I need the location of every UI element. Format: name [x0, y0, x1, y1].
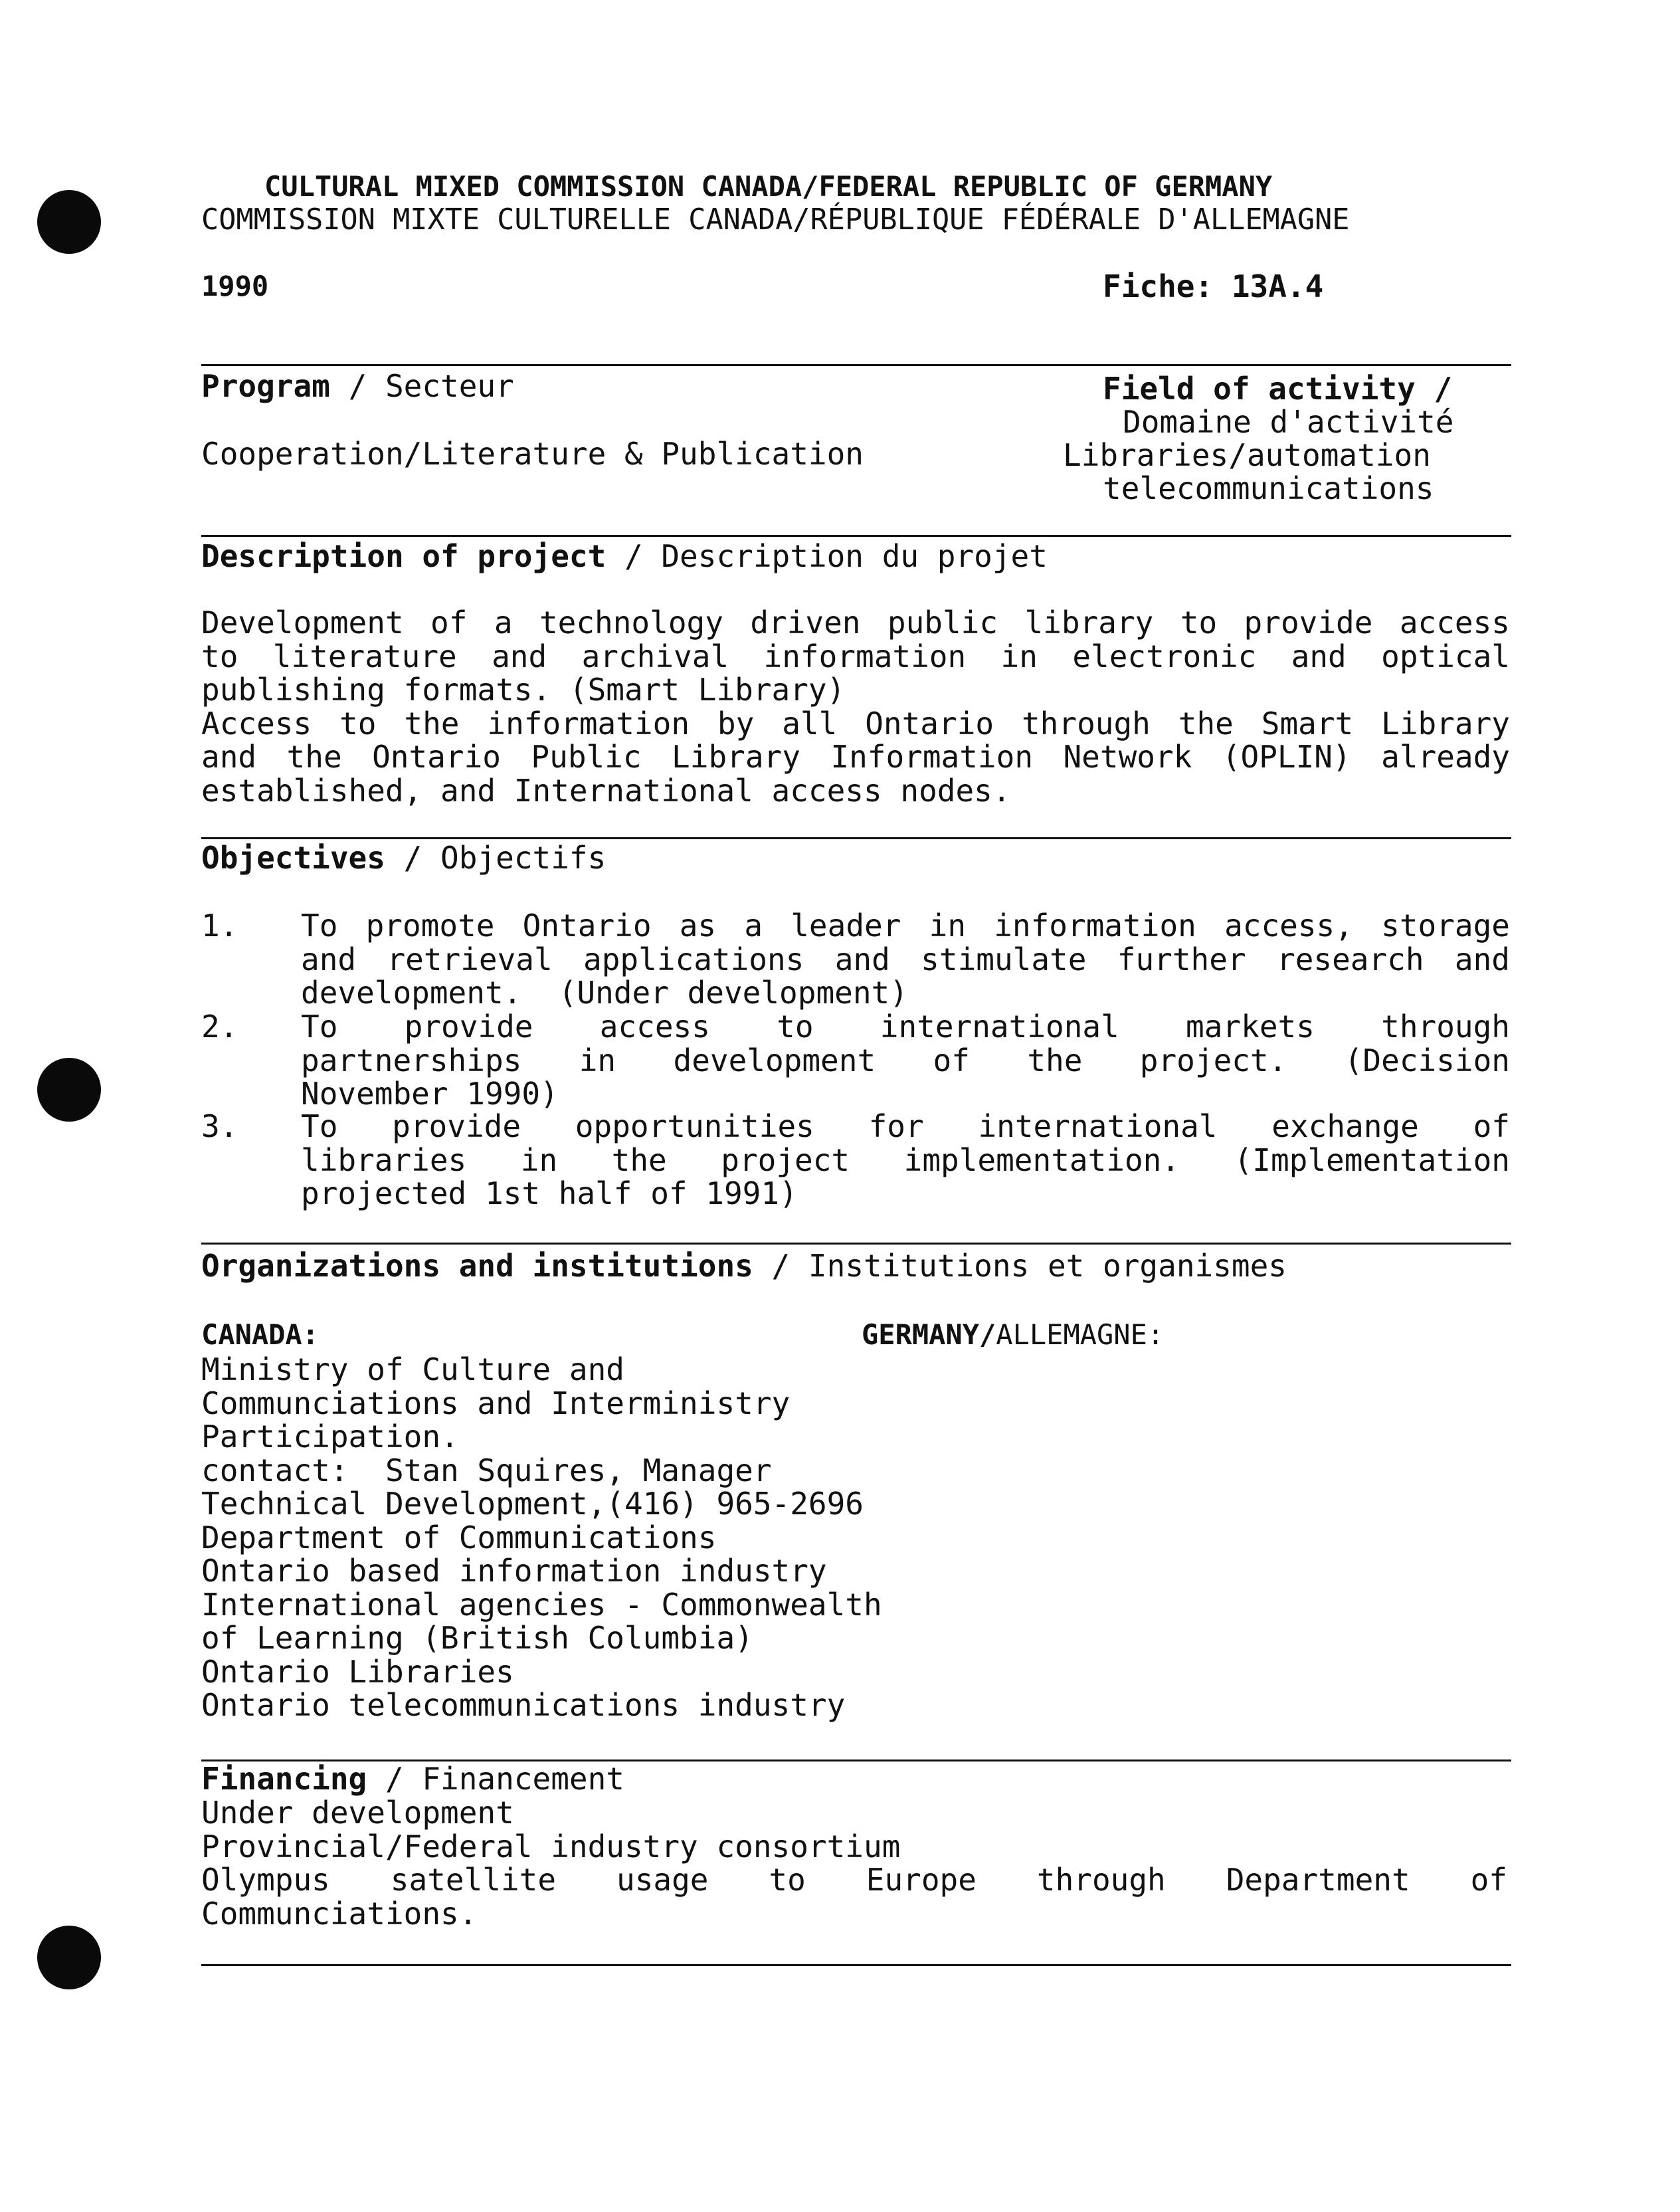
divider-4: [201, 1243, 1511, 1245]
financing-line: Under development: [201, 1795, 514, 1831]
objective-item: [301, 1110, 1510, 1211]
description-line: and the Ontario Public Library Information Network (OPLIN) already: [201, 739, 1510, 775]
financing-heading: Financing / Financement: [201, 1761, 624, 1797]
objective-line: development. (Under development): [301, 975, 908, 1011]
field-value-1: Libraries/automation: [1063, 437, 1431, 473]
description-line: Development of a technology driven public library to provide access: [201, 605, 1510, 641]
objective-line: November 1990): [301, 1076, 559, 1112]
objective-line: partnerships in development of the project. (Decision: [301, 1042, 1510, 1078]
financing-line: Olympus satellite usage to Europe through Department of: [201, 1862, 1507, 1898]
binder-hole-top: [37, 190, 101, 254]
divider-2: [201, 535, 1511, 537]
organization-line: Communciations and Interministry: [201, 1385, 791, 1421]
title-english: CULTURAL MIXED COMMISSION CANADA/FEDERAL REPUBLIC OF GERMANY: [264, 170, 1273, 203]
organization-line: Technical Development,(416) 965-2696: [201, 1486, 864, 1522]
financing-line: Provincial/Federal industry consortium: [201, 1828, 901, 1864]
divider-3: [201, 837, 1511, 839]
binder-hole-middle: [37, 1058, 101, 1122]
objective-item: [301, 909, 1510, 1010]
divider-1: [201, 364, 1511, 366]
objective-line: To provide opportunities for international exchange of: [301, 1108, 1510, 1144]
objective-number: 1.: [201, 908, 238, 944]
financing-body: [201, 1796, 1507, 1930]
description-body: [201, 606, 1510, 807]
field-of-activity-label: Field of activity /: [1103, 371, 1453, 407]
organization-line: Participation.: [201, 1419, 459, 1455]
organizations-heading: Organizations and institutions / Institutions et organismes: [201, 1248, 1287, 1284]
organization-line: contact: Stan Squires, Manager: [201, 1452, 772, 1488]
field-value-2: telecommunications: [1103, 470, 1434, 506]
fiche-number: Fiche: 13A.4: [1103, 268, 1324, 304]
year: 1990: [201, 270, 269, 302]
description-line: publishing formats. (Smart Library): [201, 672, 846, 708]
objective-line: and retrieval applications and stimulate further research and: [301, 941, 1510, 977]
objective-line: To promote Ontario as a leader in information access, storage: [301, 908, 1510, 944]
description-line: Access to the information by all Ontario through the Smart Library: [201, 705, 1510, 742]
description-line: established, and International access nodes.: [201, 772, 1011, 809]
canada-organizations-list: [201, 1353, 882, 1722]
binder-hole-bottom: [37, 1926, 101, 1989]
divider-6: [201, 1964, 1511, 1966]
objective-number: 2.: [201, 1009, 238, 1045]
organization-line: Department of Communications: [201, 1519, 717, 1556]
objective-line: projected 1st half of 1991): [301, 1175, 798, 1211]
objective-item: [301, 1010, 1510, 1111]
organization-line: Ontario based information industry: [201, 1553, 827, 1589]
canada-label: CANADA:: [201, 1318, 320, 1351]
objective-line: libraries in the project implementation. (Implementation: [301, 1142, 1510, 1178]
organization-line: Ontario Libraries: [201, 1653, 514, 1690]
organization-line: Ontario telecommunications industry: [201, 1687, 846, 1723]
description-heading: Description of project / Description du projet: [201, 538, 1048, 574]
domaine-activite-label: Domaine d'activité: [1123, 404, 1454, 440]
title-french: COMMISSION MIXTE CULTURELLE CANADA/RÉPUBLIQUE FÉDÉRALE D'ALLEMAGNE: [201, 203, 1350, 237]
objective-number: 3.: [201, 1108, 238, 1144]
objective-line: To provide access to international markets through: [301, 1009, 1510, 1045]
organization-line: International agencies - Commonwealth: [201, 1586, 882, 1623]
financing-line: Communciations.: [201, 1895, 478, 1932]
germany-label: GERMANY/ALLEMAGNE:: [862, 1318, 1165, 1351]
description-line: to literature and archival information in electronic and optical: [201, 638, 1510, 674]
organization-line: Ministry of Culture and: [201, 1352, 624, 1387]
program-label: Program / Secteur: [201, 368, 514, 404]
program-value: Cooperation/Literature & Publication: [201, 436, 864, 472]
organization-line: of Learning (British Columbia): [201, 1620, 753, 1656]
objectives-heading: Objectives / Objectifs: [201, 840, 607, 876]
